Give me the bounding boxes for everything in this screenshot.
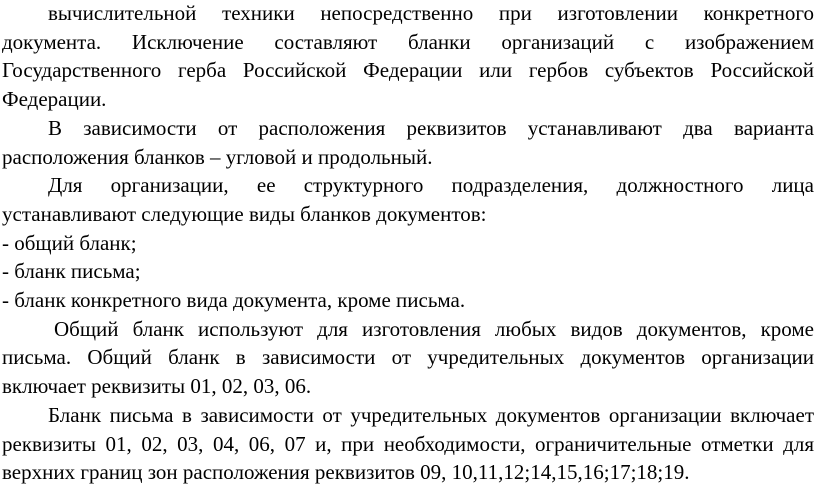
list-item-letter-blank: - бланк письма; bbox=[2, 259, 141, 284]
paragraph-layout-variants: В зависимости от расположения реквизитов устанавливают два варианта расположения бланков – угловой и продольный. bbox=[2, 115, 814, 169]
paragraph-general-blank: Общий бланк используют для изготовления любых видов документов, кроме письма. Общий бланк в зависимости от учредительных документов организации включает реквизиты 01, 02, 03, 06. bbox=[2, 316, 814, 399]
list-item-general-blank: - общий бланк; bbox=[2, 230, 137, 255]
paragraph-letter-blank: Бланк письма в зависимости от учредительных документов организации включает реквизиты 01, 02, 03, 04, 06, 07 и, при необходимости, ограничительные отметки для верхних границ зон расположения реквизитов 09, 10,11,12;14,15,16;17;18;19. bbox=[2, 402, 814, 485]
paragraph-intro: вычислительной техники непосредственно при изготовлении конкретного документа. Исключение составляют бланки организаций с изображением Государственного герба Российской Федерации или гербов субъектов Российской Федерации. bbox=[2, 1, 814, 112]
list-item-specific-blank: - бланк конкретного вида документа, кроме письма. bbox=[2, 288, 466, 313]
paragraph-blank-types: Для организации, ее структурного подразделения, должностного лица устанавливают следующие виды бланков документов: bbox=[2, 173, 814, 226]
